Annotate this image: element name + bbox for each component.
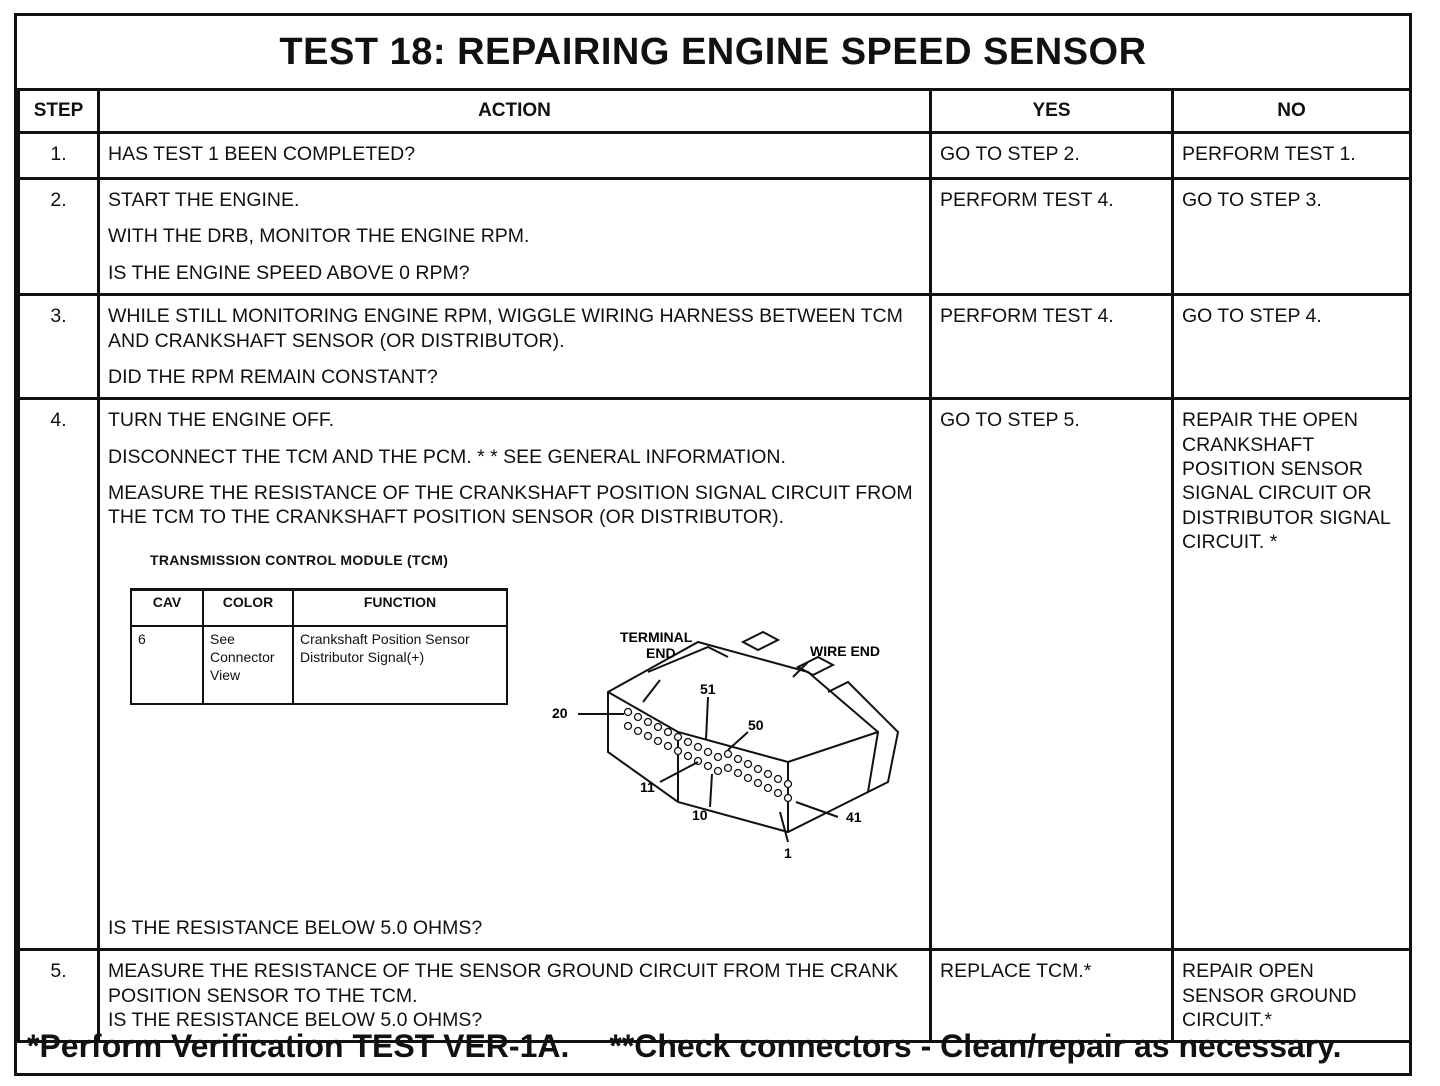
action-cell xyxy=(99,133,931,179)
pin-label-51: 51 xyxy=(700,680,716,697)
footer-note-connectors: **Check connectors - Clean/repair as necessary. xyxy=(609,1027,1342,1064)
pin-label-50: 50 xyxy=(748,716,764,733)
step-number: 1. xyxy=(19,133,99,179)
module-header-function: FUNCTION xyxy=(293,589,507,626)
wire-end-label: WIRE END xyxy=(810,642,880,659)
table-row xyxy=(19,295,1411,399)
action-text: IS THE RESISTANCE BELOW 5.0 OHMS? xyxy=(108,1008,483,1031)
no-cell: GO TO STEP 4. xyxy=(1173,295,1411,399)
step-number: 4. xyxy=(19,399,99,950)
action-text: MEASURE THE RESISTANCE OF THE SENSOR GROUND CIRCUIT FROM THE CRANK POSITION SENSOR TO THE TCM. xyxy=(108,960,899,1007)
procedure-frame xyxy=(14,13,1412,1076)
table-row xyxy=(19,399,1411,950)
header-no: NO xyxy=(1173,90,1411,133)
procedure-table xyxy=(17,88,1412,1043)
header-step: STEP xyxy=(19,90,99,133)
action-cell xyxy=(99,399,931,950)
step-number: 3. xyxy=(19,295,99,399)
yes-cell: GO TO STEP 2. xyxy=(931,133,1173,179)
yes-cell: PERFORM TEST 4. xyxy=(931,179,1173,295)
table-row xyxy=(19,179,1411,295)
action-text: TURN THE ENGINE OFF. xyxy=(108,409,335,432)
pin-label-11: 11 xyxy=(640,778,655,795)
header-yes: YES xyxy=(931,90,1173,133)
no-cell: REPAIR OPEN SENSOR GROUND CIRCUIT.* xyxy=(1173,950,1411,1042)
pin-label-41: 41 xyxy=(846,808,862,825)
step-number: 5. xyxy=(19,950,99,1042)
no-cell: GO TO STEP 3. xyxy=(1173,179,1411,295)
module-header-color: COLOR xyxy=(203,589,293,626)
header-row xyxy=(19,90,1411,133)
terminal-end-label: TERMINAL xyxy=(620,628,693,645)
yes-cell: PERFORM TEST 4. xyxy=(931,295,1173,399)
footer-notes xyxy=(17,1019,1409,1073)
terminal-end-label-2: END xyxy=(646,644,676,661)
module-title: TRANSMISSION CONTROL MODULE (TCM) xyxy=(150,551,449,568)
pin-label-20: 20 xyxy=(552,704,568,721)
header-action: ACTION xyxy=(99,90,931,133)
table-row xyxy=(19,133,1411,179)
pin-label-10: 10 xyxy=(692,806,708,823)
action-question: IS THE RESISTANCE BELOW 5.0 OHMS? xyxy=(108,916,483,939)
tcm-diagram xyxy=(108,552,921,912)
action-text: START THE ENGINE. xyxy=(108,189,300,211)
module-function: Crankshaft Position Sensor Distributor Signal(+) xyxy=(293,626,507,704)
action-text: HAS TEST 1 BEEN COMPLETED? xyxy=(108,143,416,165)
no-cell: PERFORM TEST 1. xyxy=(1173,133,1411,179)
footer-note-verification: *Perform Verification TEST VER-1A. xyxy=(27,1027,570,1064)
yes-cell: REPLACE TCM.* xyxy=(931,950,1173,1042)
page-title: TEST 18: REPAIRING ENGINE SPEED SENSOR xyxy=(279,30,1147,73)
action-text: WHILE STILL MONITORING ENGINE RPM, WIGGLE WIRING HARNESS BETWEEN TCM AND CRANKSHAFT SENSOR (OR DISTRIBUTOR). xyxy=(108,305,903,352)
action-text: MEASURE THE RESISTANCE OF THE CRANKSHAFT POSITION SIGNAL CIRCUIT FROM THE TCM TO THE CRANKSHAFT POSITION SENSOR (OR DISTRIBUTOR). xyxy=(108,482,913,529)
yes-cell: GO TO STEP 5. xyxy=(931,399,1173,950)
module-color: See Connector View xyxy=(203,626,293,704)
module-cav: 6 xyxy=(131,626,203,704)
no-cell: REPAIR THE OPEN CRANKSHAFT POSITION SENSOR SIGNAL CIRCUIT OR DISTRIBUTOR SIGNAL CIRCUIT. * xyxy=(1173,399,1411,950)
action-cell xyxy=(99,179,931,295)
module-table xyxy=(130,588,508,705)
action-text: DID THE RPM REMAIN CONSTANT? xyxy=(108,365,438,388)
action-cell xyxy=(99,295,931,399)
pin-label-1: 1 xyxy=(784,844,792,861)
action-text: IS THE ENGINE SPEED ABOVE 0 RPM? xyxy=(108,261,470,284)
module-header-cav: CAV xyxy=(131,589,203,626)
action-text: WITH THE DRB, MONITOR THE ENGINE RPM. xyxy=(108,225,530,248)
step-number: 2. xyxy=(19,179,99,295)
connector-diagram xyxy=(548,602,908,862)
action-text: DISCONNECT THE TCM AND THE PCM. * * SEE GENERAL INFORMATION. xyxy=(108,445,786,468)
